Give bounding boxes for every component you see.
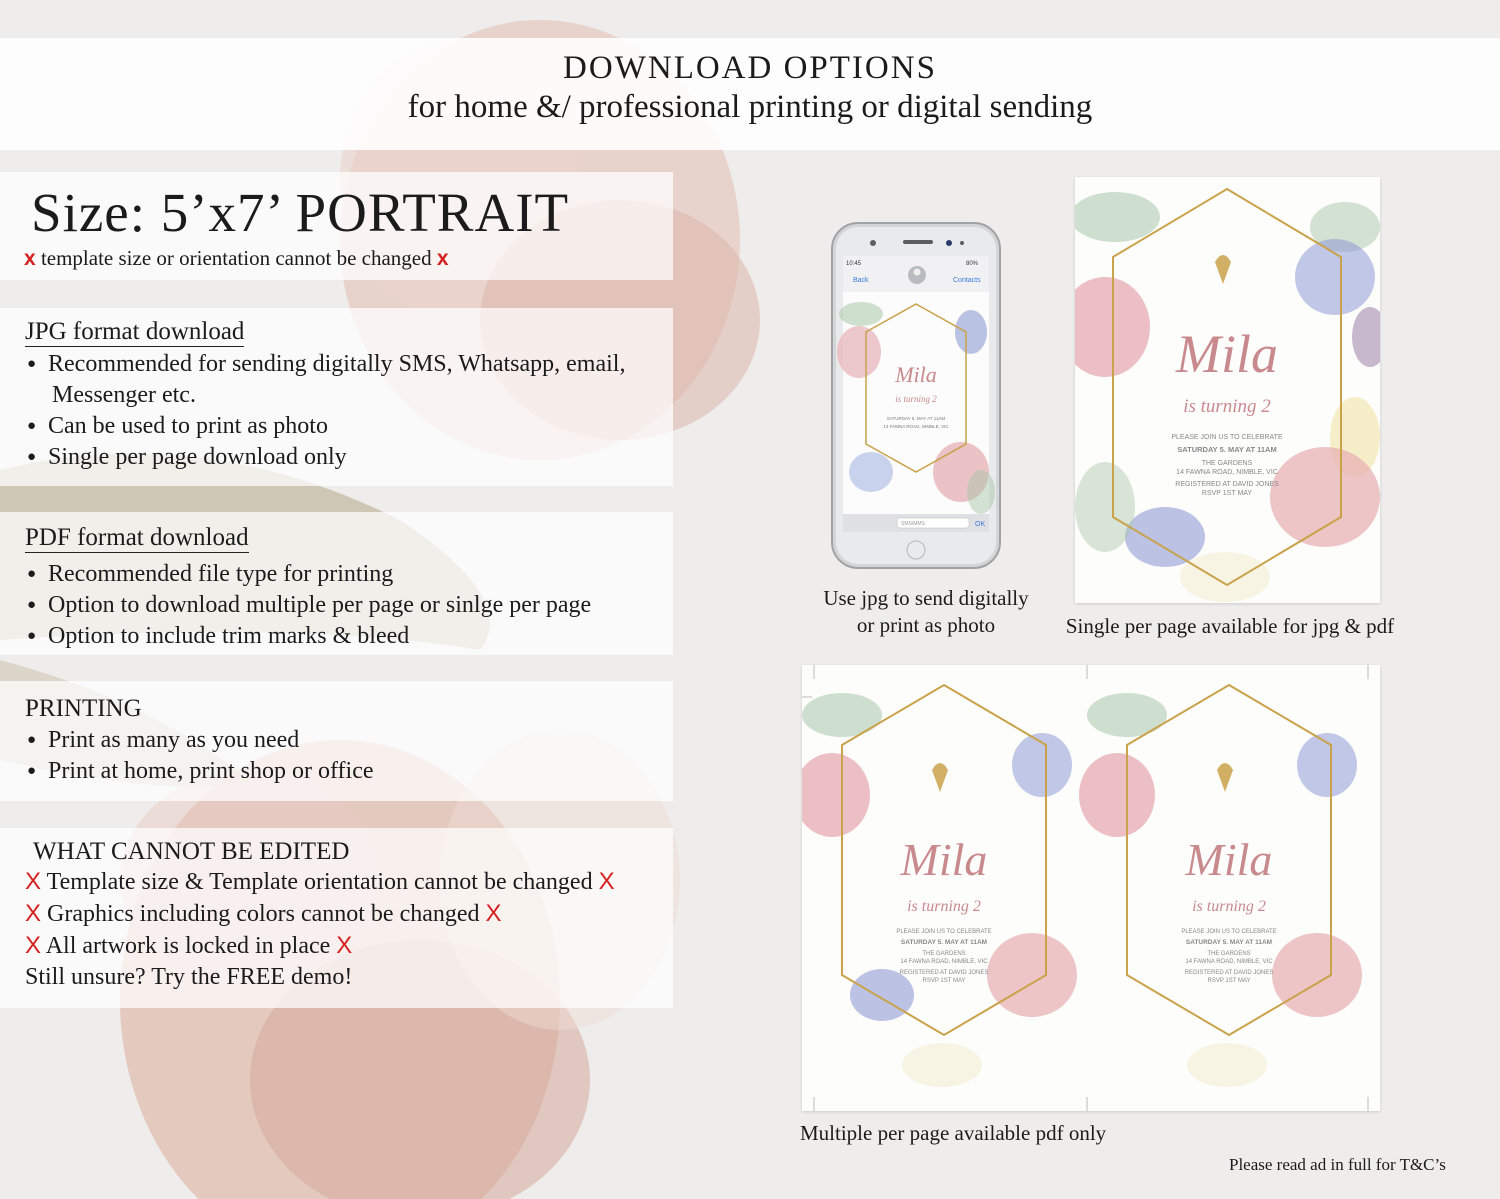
list-item: ● Recommended for sending digitally SMS, Whatsapp, email, Messenger etc. [25, 349, 673, 411]
printing-list [25, 725, 673, 787]
phone-sms-field: SMS/MMS [901, 521, 925, 527]
invite-line: 14 FAWNA ROAD, NIMBLE, VIC [1185, 959, 1273, 965]
cannot-edit-panel [0, 828, 673, 1008]
invite-line: 14 FAWNA ROAD, NIMBLE, VIC [1176, 469, 1278, 476]
pdf-title: PDF format download [25, 524, 249, 551]
red-x-mark: x [436, 246, 449, 270]
invite-line: PLEASE JOIN US TO CELEBRATE [896, 929, 992, 935]
invite-line: RSVP 1ST MAY [1207, 978, 1251, 984]
invite-line: REGISTERED AT DAVID JONES [1184, 970, 1274, 976]
phone-back: Back [853, 277, 869, 284]
cannot-edit-line: X Template size & Template orientation cannot be changed X [25, 868, 615, 895]
page-subtitle: for home &/ professional printing or digital sending [407, 89, 1093, 125]
page-header [0, 38, 1500, 150]
invite-line: THE GARDENS [922, 951, 966, 957]
list-item: ● Print at home, print shop or office [25, 756, 673, 787]
list-item: ● Can be used to print as photo [25, 411, 673, 442]
invite-turning: is turning 2 [1183, 396, 1271, 417]
phone-invite-line: SATURDAY 5. MAY AT 11AM [886, 416, 946, 421]
invite-line: RSVP 1ST MAY [1201, 490, 1253, 497]
red-x-mark: x [24, 246, 36, 270]
phone-contacts: Contacts [953, 277, 981, 284]
invite-line: SATURDAY 5. MAY AT 11AM [1185, 939, 1273, 946]
single-caption: Single per page available for jpg & pdf [1065, 614, 1395, 638]
printing-panel [0, 681, 673, 801]
phone-mockup [831, 222, 1001, 569]
size-note [24, 246, 673, 271]
invite-line: SATURDAY 5. MAY AT 11AM [900, 939, 988, 946]
cannot-edit-line: X All artwork is locked in place X [25, 932, 353, 959]
invite-art [802, 665, 1380, 1111]
invite-line: THE GARDENS [1207, 951, 1251, 957]
phone-caption: Use jpg to send digitally or print as photo [823, 586, 1029, 637]
size-panel [0, 172, 673, 280]
invite-line: SATURDAY 5. MAY AT 11AM [1177, 445, 1277, 454]
invite-line: PLEASE JOIN US TO CELEBRATE [1181, 929, 1277, 935]
multi-caption: Multiple per page available pdf only [800, 1121, 1107, 1145]
list-item: ● Recommended file type for printing [25, 559, 673, 590]
phone-time: 10:45 [846, 261, 862, 267]
list-item: ● Option to include trim marks & bleed [25, 621, 673, 652]
cannot-edit-line: X Graphics including colors cannot be changed X [25, 900, 502, 927]
pdf-panel [0, 512, 673, 655]
phone-battery: 80% [966, 261, 979, 267]
jpg-list [25, 349, 673, 473]
phone-ok: OK [975, 521, 986, 528]
invite-line: REGISTERED AT DAVID JONES [899, 970, 989, 976]
invite-line: THE GARDENS [1201, 460, 1253, 467]
phone-invite-name: Mila [895, 362, 937, 387]
list-item: ● Option to download multiple per page or sinlge per page [25, 590, 673, 621]
jpg-title: JPG format download [25, 318, 245, 345]
invite-line: RSVP 1ST MAY [922, 978, 966, 984]
invite-name: Mila [900, 834, 988, 885]
invite-art [1075, 177, 1380, 603]
invite-name: Mila [1176, 324, 1278, 384]
page-title: DOWNLOAD OPTIONS [563, 50, 937, 86]
phone-invite-line: 14 FAWNA ROAD, NIMBLE, VIC [883, 424, 949, 429]
size-title: Size: 5’x7’ PORTRAIT [31, 182, 570, 243]
invite-turning: is turning 2 [1192, 898, 1266, 915]
multi-invite-preview [802, 665, 1380, 1111]
invite-line: REGISTERED AT DAVID JONES [1175, 481, 1279, 488]
single-invite-preview [1075, 177, 1380, 603]
invite-turning: is turning 2 [907, 898, 981, 915]
cannot-edit-title: WHAT CANNOT BE EDITED [33, 838, 350, 865]
size-note-text: template size or orientation cannot be changed [40, 245, 432, 270]
invite-line: PLEASE JOIN US TO CELEBRATE [1171, 434, 1283, 441]
jpg-panel [0, 308, 673, 486]
demo-prompt: Still unsure? Try the FREE demo! [25, 964, 353, 990]
printing-title: PRINTING [25, 695, 142, 722]
list-item: ● Print as many as you need [25, 725, 673, 756]
invite-name: Mila [1185, 834, 1273, 885]
pdf-list [25, 559, 673, 652]
phone-invite-turning: is turning 2 [895, 394, 937, 404]
list-item: ● Single per page download only [25, 442, 673, 473]
terms-note: Please read ad in full for T&C’s [1229, 1155, 1446, 1174]
invite-line: 14 FAWNA ROAD, NIMBLE, VIC [900, 959, 988, 965]
